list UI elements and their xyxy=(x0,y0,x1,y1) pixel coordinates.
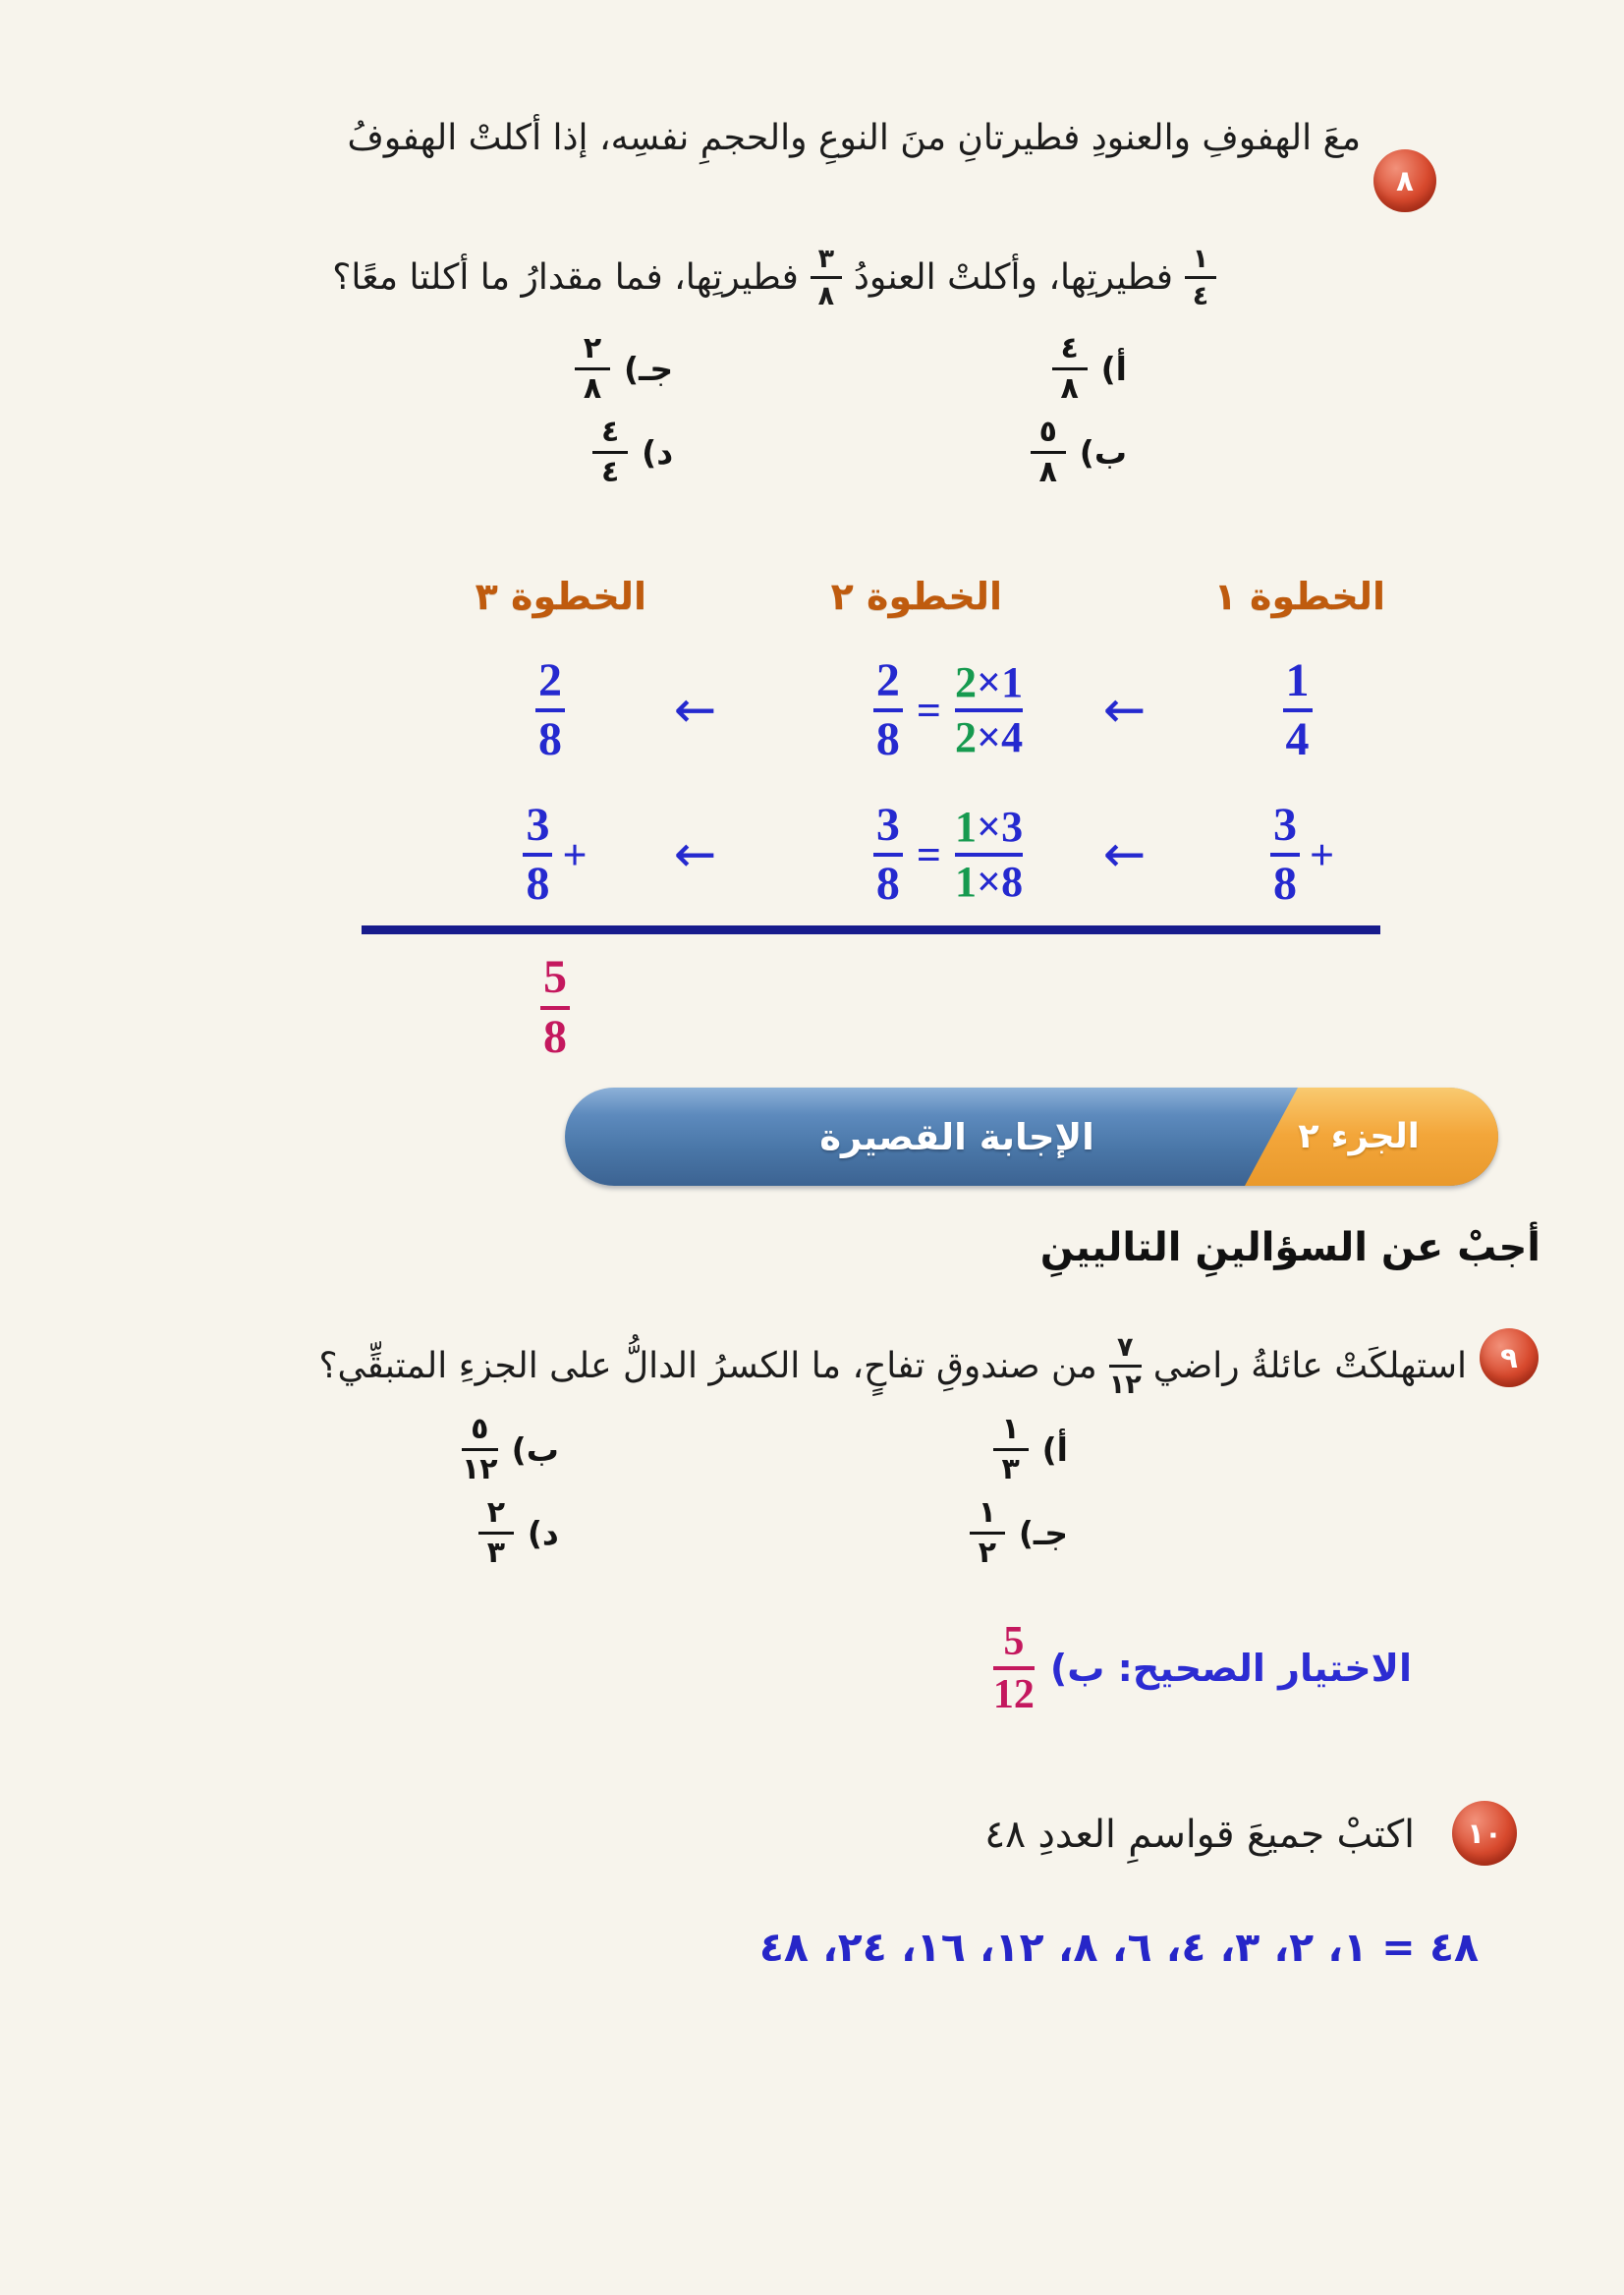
fraction-bar xyxy=(1109,1365,1142,1368)
factor: 2 xyxy=(955,657,977,706)
factor: 2 xyxy=(955,713,977,761)
fraction-bar xyxy=(592,451,628,454)
fraction-numerator: 2 xyxy=(538,653,562,706)
step-1-header: الخطوة ١ xyxy=(1213,575,1385,618)
choice-fraction xyxy=(592,415,628,489)
choice-label: د) xyxy=(642,433,674,472)
question-8-text-1: معَ الهفوفِ والعنودِ فطيرتانِ منَ النوعِ والحجمِ نفسِه، إذا أكلتْ الهفوفُ xyxy=(347,118,1361,158)
fraction-denominator: ٨ xyxy=(1038,455,1057,489)
choice-fraction xyxy=(1031,415,1066,489)
question-8-number: ٨ xyxy=(1396,164,1414,197)
section-banner xyxy=(565,1088,1498,1186)
question-9-line xyxy=(318,1316,1467,1415)
fraction-bar xyxy=(462,1448,498,1451)
choice-fraction xyxy=(1052,331,1088,406)
choice-b xyxy=(1031,415,1127,489)
choice-c xyxy=(970,1495,1068,1570)
question-10-answer: ٤٨ = ١، ٢، ٣، ٤، ٦، ٨، ١٢، ١٦، ٢٤، ٤٨ xyxy=(758,1924,1479,1971)
fraction-numerator: ٤ xyxy=(600,415,620,449)
fraction-3-8 xyxy=(1270,798,1300,910)
flow-arrow xyxy=(644,637,747,784)
sum-result xyxy=(496,941,614,1074)
question-10-number: ١٠ xyxy=(1467,1817,1502,1850)
fraction-denominator: 8 xyxy=(526,858,550,910)
fraction-denominator: 8 xyxy=(538,713,562,765)
question-9-choices xyxy=(462,1412,1068,1570)
choice-label: د) xyxy=(527,1514,559,1552)
question-8-badge xyxy=(1373,149,1436,212)
fraction-numerator: 3 xyxy=(526,798,550,851)
banner-part-label: الجزء ٢ xyxy=(1298,1117,1420,1156)
correct-choice-label: الاختيار الصحيح: ب) xyxy=(1049,1647,1412,1690)
fraction-numerator: ٥ xyxy=(1038,415,1057,449)
question-10-line xyxy=(984,1813,1415,1857)
left-arrow-icon: ← xyxy=(1102,681,1147,740)
fraction-bar xyxy=(1031,451,1066,454)
fraction-numerator: 1 xyxy=(1285,653,1310,706)
choice-label: جـ) xyxy=(1018,1514,1068,1552)
choice-label: ب) xyxy=(1079,433,1127,472)
question-8-line2 xyxy=(332,226,1216,328)
fraction-1-4 xyxy=(1283,653,1313,765)
fraction-bar xyxy=(955,853,1023,857)
factor: 1 xyxy=(955,802,977,851)
fraction-denominator: 4 xyxy=(1285,713,1310,765)
fraction-denominator: ١٢ xyxy=(1108,1369,1142,1400)
fraction-denominator: 8 xyxy=(1272,858,1297,910)
fraction-denominator: ٣ xyxy=(486,1536,505,1570)
choice-label: جـ) xyxy=(624,350,674,388)
choice-label: ب) xyxy=(511,1430,559,1469)
question-9-number: ٩ xyxy=(1500,1341,1518,1374)
question-9-text-a: استهلكَتْ عائلةُ راضي xyxy=(1152,1345,1467,1386)
question-10-badge xyxy=(1452,1801,1517,1866)
fraction-three-eighths xyxy=(811,243,842,311)
fraction-bar xyxy=(970,1532,1005,1535)
fraction-bar xyxy=(955,708,1023,712)
choice-fraction xyxy=(970,1495,1005,1570)
times-term: ×1 xyxy=(977,657,1024,706)
fraction-bar xyxy=(1283,708,1313,712)
choice-label: أ) xyxy=(1100,350,1127,388)
fraction-numerator: ٥ xyxy=(471,1412,489,1446)
step-1-fraction-1 xyxy=(1236,637,1369,784)
fraction-3-8 xyxy=(523,798,552,910)
question-10-text: اكتبْ جميعَ قواسمِ العددِ ٤٨ xyxy=(984,1813,1415,1857)
product-numerator xyxy=(955,657,1024,706)
choice-fraction xyxy=(478,1495,514,1570)
equals-sign: = xyxy=(916,686,941,735)
question-9-badge xyxy=(1480,1328,1539,1387)
fraction-5-12-answer xyxy=(993,1620,1035,1716)
fraction-3-8 xyxy=(873,798,903,910)
times-term: ×4 xyxy=(977,713,1024,761)
product-fraction xyxy=(955,657,1024,761)
times-term: ×8 xyxy=(977,858,1024,906)
fraction-bar xyxy=(1185,276,1216,279)
choice-label: أ) xyxy=(1041,1430,1068,1469)
section-instruction: أجبْ عن السؤالينِ التاليينِ xyxy=(1039,1225,1540,1270)
banner-title: الإجابة القصيرة xyxy=(819,1115,1094,1158)
flow-arrow xyxy=(1073,781,1176,928)
choice-b xyxy=(462,1412,559,1486)
plus-sign: + xyxy=(562,830,588,879)
fraction-numerator: ٢ xyxy=(486,1495,505,1530)
step-2-equation-2 xyxy=(808,781,1089,928)
question-8-text-2b: فطيرتِها، فما مقدارُ ما أكلتا معًا؟ xyxy=(332,256,799,298)
fraction-denominator: ٨ xyxy=(1060,371,1079,406)
step-1-fraction-2 xyxy=(1236,781,1369,928)
fraction-one-quarter xyxy=(1185,243,1216,311)
fraction-numerator: ١ xyxy=(1192,243,1209,274)
fraction-numerator: 5 xyxy=(543,951,567,1004)
fraction-denominator: ٨ xyxy=(817,280,835,311)
flow-arrow xyxy=(1073,637,1176,784)
step-3-result-2 xyxy=(496,781,614,928)
fraction-bar xyxy=(811,276,842,279)
fraction-numerator: 3 xyxy=(1272,798,1297,851)
choice-c xyxy=(575,331,674,406)
choice-d xyxy=(575,415,674,489)
plus-sign: + xyxy=(1309,830,1335,879)
fraction-denominator: 8 xyxy=(875,858,900,910)
fraction-numerator: ٢ xyxy=(583,331,602,365)
fraction-bar xyxy=(873,708,903,712)
fraction-numerator: ٣ xyxy=(817,243,835,274)
fraction-numerator: 3 xyxy=(875,798,900,851)
fraction-bar xyxy=(993,1448,1029,1451)
fraction-5-8-result xyxy=(540,953,570,1062)
question-8-text-2a: فطيرتِها، وأكلتْ العنودُ xyxy=(853,256,1173,298)
fraction-numerator: 2 xyxy=(875,653,900,706)
fraction-denominator: 8 xyxy=(875,713,900,765)
fraction-2-8 xyxy=(873,653,903,765)
product-denominator xyxy=(955,860,1023,905)
steps-row-2 xyxy=(0,781,1624,928)
step-2-header: الخطوة ٢ xyxy=(830,575,1002,618)
fraction-denominator: ٤ xyxy=(600,455,620,489)
fraction-denominator: ٨ xyxy=(583,371,602,406)
sum-rule-line xyxy=(362,925,1380,934)
product-numerator xyxy=(955,802,1024,851)
fraction-bar xyxy=(993,1666,1035,1670)
fraction-numerator: ١ xyxy=(978,1495,996,1530)
fraction-bar xyxy=(540,1006,570,1010)
fraction-2-8 xyxy=(535,653,565,765)
choice-a xyxy=(1031,331,1127,406)
fraction-denominator: ٣ xyxy=(1001,1452,1020,1486)
question-8-choices xyxy=(575,331,1127,489)
choice-fraction xyxy=(993,1412,1029,1486)
step-3-header: الخطوة ٣ xyxy=(475,575,646,618)
question-9-answer xyxy=(993,1609,1412,1727)
fraction-7-12 xyxy=(1108,1331,1142,1400)
fraction-denominator: ٤ xyxy=(1192,280,1209,311)
times-term: ×3 xyxy=(977,802,1024,851)
factor: 1 xyxy=(955,858,977,906)
question-8-line1 xyxy=(348,118,1361,158)
left-arrow-icon: ← xyxy=(673,825,717,884)
fraction-bar xyxy=(535,708,565,712)
left-arrow-icon: ← xyxy=(673,681,717,740)
fraction-numerator: 5 xyxy=(1003,1618,1025,1664)
fraction-numerator: ٤ xyxy=(1060,331,1079,365)
product-denominator xyxy=(955,715,1023,760)
flow-arrow xyxy=(644,781,747,928)
choice-a xyxy=(970,1412,1068,1486)
fraction-numerator: ٧ xyxy=(1116,1331,1134,1363)
fraction-bar xyxy=(478,1532,514,1535)
fraction-bar xyxy=(575,367,610,370)
product-fraction xyxy=(955,802,1024,906)
fraction-bar xyxy=(873,853,903,857)
fraction-denominator: 8 xyxy=(543,1010,567,1063)
left-arrow-icon: ← xyxy=(1102,825,1147,884)
choice-fraction xyxy=(462,1412,498,1486)
choice-fraction xyxy=(575,331,610,406)
fraction-bar xyxy=(1270,853,1300,857)
fraction-denominator: ٢ xyxy=(978,1536,996,1570)
equals-sign: = xyxy=(916,830,941,879)
fraction-denominator: ١٢ xyxy=(462,1452,498,1486)
step-3-result-1 xyxy=(496,637,614,784)
question-9-text-b: من صندوقِ تفاحٍ، ما الكسرُ الدالُّ على الجزءِ المتبقِّي؟ xyxy=(318,1345,1097,1386)
fraction-denominator: 12 xyxy=(992,1672,1035,1717)
fraction-bar xyxy=(523,853,552,857)
step-2-equation-1 xyxy=(808,637,1089,784)
fraction-bar xyxy=(1052,367,1088,370)
steps-row-1 xyxy=(0,637,1624,784)
choice-d xyxy=(462,1495,559,1570)
fraction-numerator: ١ xyxy=(1001,1412,1020,1446)
